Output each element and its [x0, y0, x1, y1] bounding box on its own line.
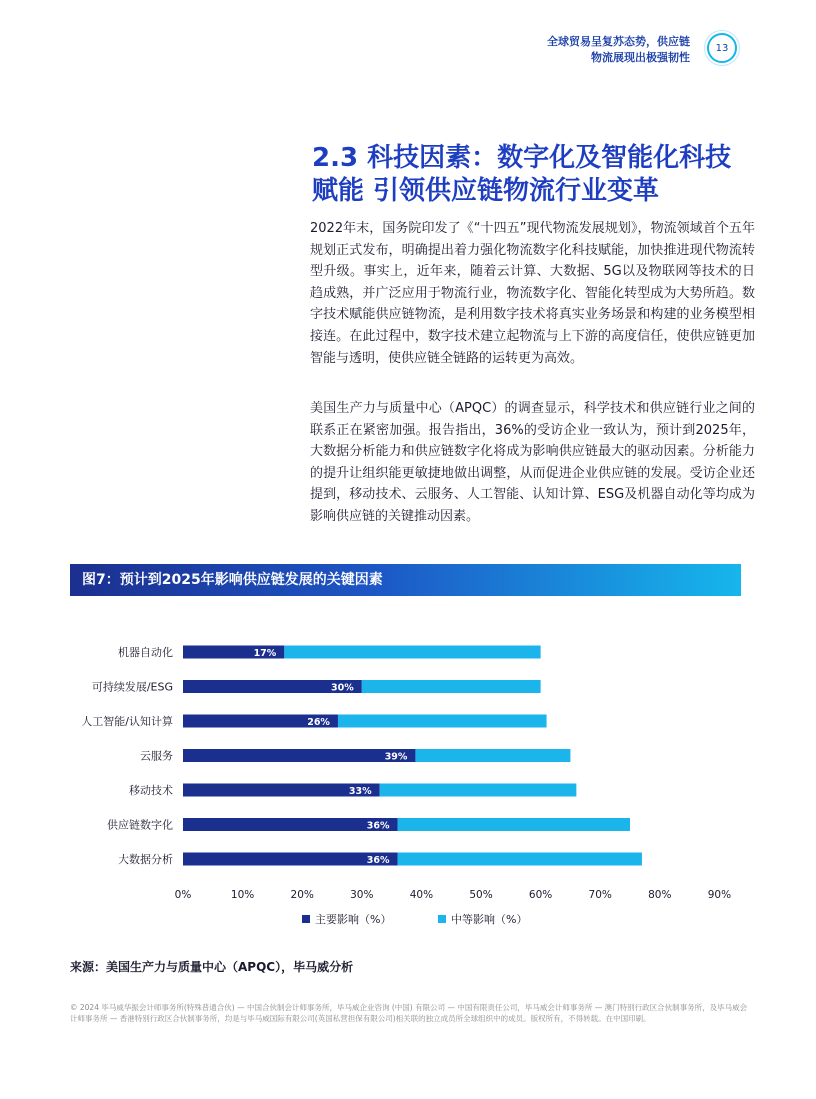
footer-copyright: © 2024 毕马威华振会计师事务所(特殊普通合伙) — 中国合伙制会计师事务所，毕马威企业咨询 (中国) 有限公司 — 中国有限责任公司，毕马威会计师事务所 — 澳门特别行政区合伙制事务所，及毕马威会计师事务所 — 香港特别行政区合伙制事务所，均是与毕马威国际有限公司(英国私营担保有限公司)相关联的独立成员所全球组织中的成员。版权所有，不得转载。在中国印刷。 [70, 1003, 748, 1023]
bar-moderate [338, 715, 547, 728]
running-header [547, 34, 690, 66]
legend-swatch [302, 915, 310, 923]
category-label: 机器自动化 [118, 646, 173, 659]
legend-label: 中等影响（%） [451, 913, 528, 926]
header-line-1: 全球贸易呈复苏态势，供应链 [547, 35, 690, 48]
x-tick-label: 10% [230, 889, 255, 901]
category-label: 人工智能/认知计算 [81, 715, 173, 728]
bar-major [183, 853, 398, 866]
x-tick-label: 40% [409, 889, 434, 901]
data-label: 33% [348, 786, 372, 797]
body-paragraph-2: 美国生产力与质量中心（APQC）的调查显示，科学技术和供应链行业之间的联系正在紧密加强。报告指出，36%的受访企业一致认为，预计到2025年，大数据分析能力和供应链数字化将成为影响供应链最大的驱动因素。分析能力的提升让组织能更敏捷地做出调整，从而促进企业供应链的发展。受访企业还提到，移动技术、云服务、人工智能、认知计算、ESG及机器自动化等均成为影响供应链的关键推动因素。 [310, 401, 755, 524]
legend-label: 主要影响（%） [315, 913, 392, 926]
figure-source: 来源：美国生产力与质量中心（APQC），毕马威分析 [70, 960, 354, 974]
x-tick-label: 80% [648, 889, 672, 901]
figure-caption: 图7：预计到2025年影响供应链发展的关键因素 [70, 564, 741, 596]
x-tick-label: 60% [528, 889, 553, 901]
body-paragraph-1: 2022年末，国务院印发了《“十四五”现代物流发展规划》，物流领域首个五年规划正式发布，明确提出着力强化物流数字化科技赋能，加快推进现代物流转型升级。事实上，近年来，随着云计算、大数据、5G以及物联网等技术的日趋成熟，并广泛应用于物流行业，物流数字化、智能化转型成为大势所趋。数字技术赋能供应链物流，是利用数字技术将真实业务场景和构建的业务模型相接连。在此过程中，数字技术建立起物流与上下游的高度信任，使供应链更加智能与透明，使供应链全链路的运转更为高效。 [310, 221, 755, 366]
bar-major [183, 818, 398, 831]
data-label: 30% [331, 682, 354, 694]
bar-moderate [362, 680, 541, 693]
data-label: 26% [307, 717, 330, 728]
bar-moderate [398, 853, 642, 866]
legend-swatch [438, 915, 446, 923]
bar-moderate [284, 646, 540, 659]
stacked-bar-chart [70, 630, 750, 950]
x-tick-label: 70% [588, 889, 612, 901]
x-tick-label: 30% [350, 889, 374, 901]
x-tick-label: 50% [469, 889, 493, 901]
bar-moderate [380, 784, 577, 797]
x-tick-label: 90% [707, 889, 732, 901]
data-label: 17% [253, 648, 277, 659]
category-label: 移动技术 [129, 784, 173, 797]
data-label: 36% [366, 855, 390, 866]
x-tick-label: 20% [290, 889, 314, 901]
page-number: 13 [707, 33, 737, 63]
data-label: 36% [366, 820, 390, 832]
data-label: 39% [384, 751, 408, 763]
category-label: 云服务 [140, 749, 173, 763]
category-label: 大数据分析 [118, 853, 173, 866]
bar-moderate [415, 749, 570, 762]
bar-major [183, 749, 415, 762]
section-title: 2.3 科技因素：数字化及智能化科技赋能 引领供应链物流行业变革 [312, 143, 732, 206]
x-tick-label: 0% [174, 889, 192, 901]
category-label: 供应链数字化 [107, 818, 173, 832]
category-label: 可持续发展/ESG [91, 680, 173, 694]
bar-moderate [398, 818, 630, 831]
header-line-2: 物流展现出极强韧性 [591, 51, 690, 64]
